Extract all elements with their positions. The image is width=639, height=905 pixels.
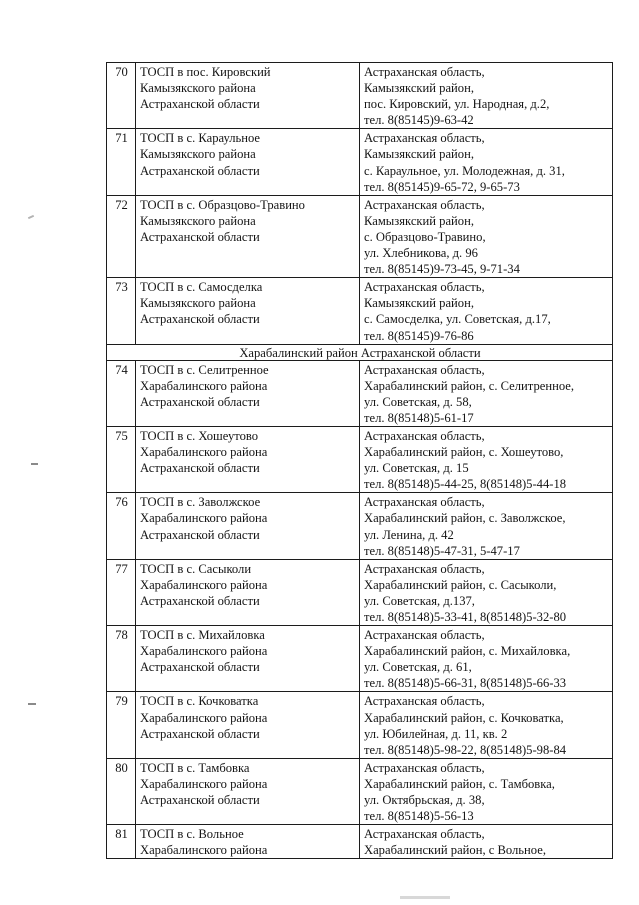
office-name-line: Астраханской области [140,312,260,327]
office-table [106,62,613,859]
office-address-line: Астраханская область, [364,428,485,443]
office-address-line: с. Самосделка, ул. Советская, д.17, [364,312,551,327]
office-address-line: Харабалинский район, с. Сасыколи, [364,577,557,592]
table-row [107,559,613,625]
office-address-line: ул. Советская, д. 61, [364,660,472,675]
office-name [136,493,360,559]
office-address-line: Астраханская область, [364,760,485,775]
row-number: 75 [107,426,136,492]
row-number: 81 [107,825,136,859]
office-address-line: с. Образцово-Травино, [364,229,486,244]
office-name-line: Астраханской области [140,527,260,542]
office-name [136,626,360,692]
office-address [360,129,613,195]
office-address-line: Астраханская область, [364,197,485,212]
office-name-line: Астраханской области [140,461,260,476]
table-row [107,426,613,492]
office-name-line: Астраханской области [140,726,260,741]
office-address [360,559,613,625]
office-name-line: Астраханской области [140,163,260,178]
office-address-line: тел. 8(85145)9-73-45, 9-71-34 [364,262,520,277]
office-address [360,195,613,277]
office-name-line: Астраханской области [140,593,260,608]
office-name-line: ТОСП в с. Тамбовка [140,760,250,775]
section-title: Харабалинский район Астраханской области [107,344,613,360]
office-address-line: Харабалинский район, с. Кочковатка, [364,710,564,725]
office-address-line: Камызякский район, [364,147,474,162]
office-name-line: Камызякского района [140,81,256,96]
office-name-line: ТОСП в с. Сасыколи [140,561,252,576]
office-address-line: Харабалинский район, с Вольное, [364,843,546,858]
office-name [136,426,360,492]
office-address-line: тел. 8(85148)5-98-22, 8(85148)5-98-84 [364,742,567,757]
table-row [107,360,613,426]
office-address-line: Астраханская область, [364,131,485,146]
office-address-line: тел. 8(85148)5-61-17 [364,410,474,425]
office-name-line: ТОСП в с. Образцово-Травино [140,197,305,212]
office-name-line: Астраханской области [140,394,260,409]
office-address [360,825,613,859]
office-name-line: Харабалинского района [140,577,268,592]
table-row [107,278,613,344]
office-address-line: ул. Ленина, д. 42 [364,527,454,542]
office-address-line: тел. 8(85145)9-63-42 [364,113,474,128]
office-name-line: ТОСП в с. Заволжское [140,495,261,510]
office-name-line: Харабалинского района [140,511,268,526]
office-name-line: Астраханской области [140,793,260,808]
table-row [107,63,613,129]
office-address [360,692,613,758]
row-number: 72 [107,195,136,277]
office-name-line: Харабалинского района [140,843,268,858]
scan-speck [28,215,34,219]
office-address-line: тел. 8(85145)9-65-72, 9-65-73 [364,179,520,194]
office-address-line: Харабалинский район, с. Михайловка, [364,644,571,659]
office-address-line: Астраханская область, [364,628,485,643]
office-name [136,129,360,195]
office-name-line: ТОСП в с. Кочковатка [140,694,259,709]
row-number: 77 [107,559,136,625]
section-header-row [107,344,613,360]
office-address-line: ул. Октябрьская, д. 38, [364,793,485,808]
office-address-line: Астраханская область, [364,495,485,510]
office-name [136,758,360,824]
table-row [107,692,613,758]
office-name-line: Астраханской области [140,229,260,244]
office-address [360,493,613,559]
office-name-line: ТОСП в пос. Кировский [140,65,271,79]
row-number: 71 [107,129,136,195]
office-address-line: Астраханская область, [364,280,485,295]
office-table-body [107,63,613,859]
office-address [360,360,613,426]
office-address-line: тел. 8(85148)5-47-31, 5-47-17 [364,543,520,558]
office-address-line: пос. Кировский, ул. Народная, д.2, [364,97,550,112]
office-name-line: Камызякского района [140,147,256,162]
office-name-line: Харабалинского района [140,776,268,791]
office-address-line: Астраханская область, [364,827,485,842]
office-name [136,195,360,277]
office-name-line: ТОСП в с. Самосделка [140,280,263,295]
office-address [360,426,613,492]
scan-speck [28,703,36,705]
office-address-line: тел. 8(85145)9-76-86 [364,328,474,343]
office-address [360,278,613,344]
office-name-line: Харабалинского района [140,378,268,393]
row-number: 73 [107,278,136,344]
office-address [360,626,613,692]
office-address-line: ул. Советская, д. 58, [364,394,472,409]
row-number: 78 [107,626,136,692]
office-name-line: Астраханской области [140,97,260,112]
office-address-line: ул. Советская, д. 15 [364,461,469,476]
office-name [136,63,360,129]
office-address-line: Камызякский район, [364,213,474,228]
office-name-line: ТОСП в с. Вольное [140,827,244,842]
office-name-line: ТОСП в с. Михайловка [140,628,265,643]
office-address-line: Астраханская область, [364,65,485,79]
scan-speck [31,463,38,465]
office-address-line: Харабалинский район, с. Хошеутово, [364,445,564,460]
office-address-line: Астраханская область, [364,694,485,709]
scan-speck [400,896,450,899]
office-address-line: тел. 8(85148)5-33-41, 8(85148)5-32-80 [364,610,567,624]
office-name-line: ТОСП в с. Караульное [140,131,261,146]
row-number: 80 [107,758,136,824]
office-address-line: тел. 8(85148)5-66-31, 8(85148)5-66-33 [364,676,567,691]
office-name-line: Харабалинского района [140,710,268,725]
office-name-line: ТОСП в с. Хошеутово [140,428,259,443]
row-number: 76 [107,493,136,559]
office-name [136,559,360,625]
office-name [136,360,360,426]
office-address-line: Астраханская область, [364,362,485,377]
office-address-line: Харабалинский район, с. Заволжское, [364,511,566,526]
row-number: 70 [107,63,136,129]
office-address-line: Харабалинский район, с. Селитренное, [364,378,575,393]
office-address-line: тел. 8(85148)5-44-25, 8(85148)5-44-18 [364,477,567,492]
office-name [136,692,360,758]
table-row [107,195,613,277]
office-address-line: Харабалинский район, с. Тамбовка, [364,776,555,791]
office-address [360,63,613,129]
table-row [107,825,613,859]
office-name [136,278,360,344]
office-address-line: Камызякский район, [364,296,474,311]
office-address-line: Камызякский район, [364,81,474,96]
row-number: 74 [107,360,136,426]
office-name-line: Астраханской области [140,660,260,675]
office-address [360,758,613,824]
office-address-line: с. Караульное, ул. Молодежная, д. 31, [364,163,565,178]
office-address-line: Астраханская область, [364,561,485,576]
table-row [107,758,613,824]
row-number: 79 [107,692,136,758]
office-name-line: Камызякского района [140,296,256,311]
office-address-line: тел. 8(85148)5-56-13 [364,809,474,824]
office-name-line: Камызякского района [140,213,256,228]
table-row [107,129,613,195]
table-row [107,493,613,559]
office-name-line: Харабалинского района [140,644,268,659]
office-address-line: ул. Юбилейная, д. 11, кв. 2 [364,726,508,741]
office-name-line: ТОСП в с. Селитренное [140,362,269,377]
office-name-line: Харабалинского района [140,445,268,460]
table-row [107,626,613,692]
office-address-line: ул. Советская, д.137, [364,593,475,608]
office-address-line: ул. Хлебникова, д. 96 [364,246,478,261]
office-name [136,825,360,859]
